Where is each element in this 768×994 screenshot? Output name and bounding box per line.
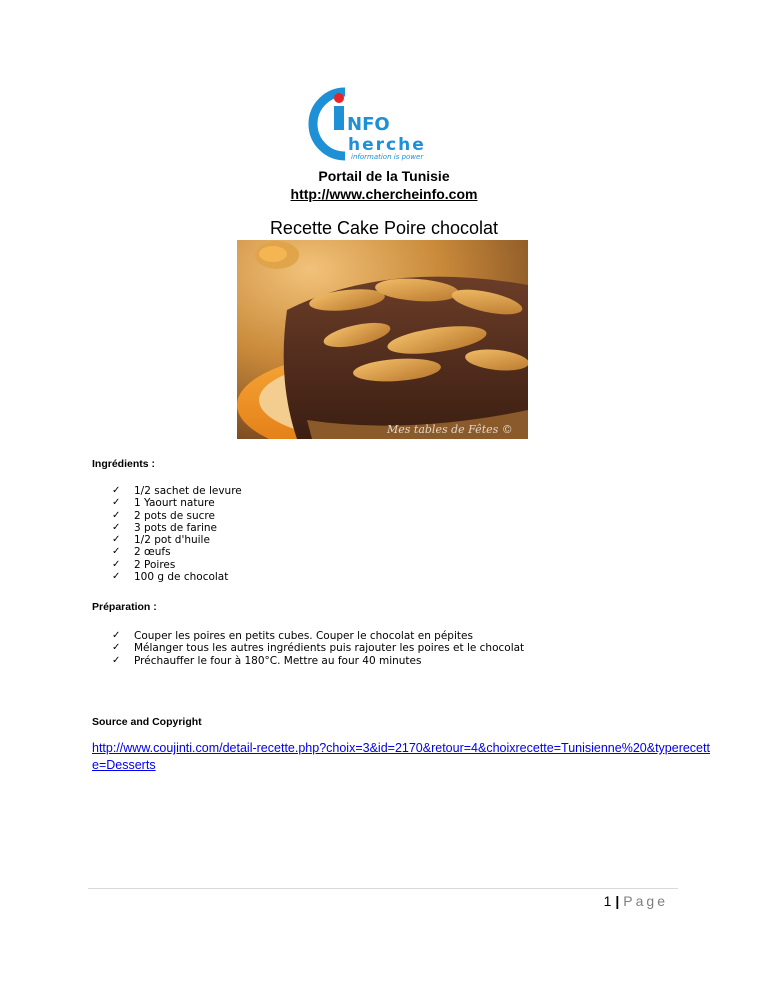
source-link[interactable]: http://www.coujinti.com/detail-recette.php?choix=3&id=2170&retour=4&choixrecette=Tunisienne%20&typerecette=Desserts bbox=[92, 741, 710, 772]
check-mark-icon: ✓ bbox=[112, 509, 121, 521]
check-mark-icon: ✓ bbox=[112, 546, 121, 558]
check-mark-icon: ✓ bbox=[112, 485, 121, 496]
svg-text:herche: herche bbox=[348, 135, 426, 155]
page-word: Page bbox=[623, 893, 668, 909]
logo-tagline: information is power bbox=[351, 153, 424, 161]
check-mark-icon: ✓ bbox=[112, 654, 121, 666]
source-heading: Source and Copyright bbox=[92, 716, 202, 728]
site-link[interactable]: http://www.chercheinfo.com bbox=[290, 186, 478, 202]
ingredients-heading: Ingrédients : bbox=[92, 458, 156, 470]
check-mark-icon: ✓ bbox=[112, 558, 121, 570]
check-mark-icon: ✓ bbox=[112, 642, 121, 654]
site-url bbox=[0, 186, 768, 202]
page-footer bbox=[604, 893, 668, 909]
check-mark-icon: ✓ bbox=[112, 571, 121, 583]
photo-watermark: Mes tables de Fêtes © bbox=[387, 423, 513, 436]
check-mark-icon: ✓ bbox=[112, 534, 121, 546]
portal-title: Portail de la Tunisie bbox=[318, 168, 450, 184]
svg-text:NFO: NFO bbox=[347, 114, 390, 135]
infocherche-logo bbox=[305, 86, 460, 162]
check-mark-icon: ✓ bbox=[112, 497, 121, 509]
check-mark-icon: ✓ bbox=[112, 521, 121, 533]
cake-photo bbox=[237, 240, 528, 439]
recipe-title: Recette Cake Poire chocolat bbox=[269, 218, 499, 238]
page-separator: | bbox=[615, 893, 620, 909]
page-number: 1 bbox=[603, 893, 612, 909]
check-mark-icon: ✓ bbox=[112, 630, 121, 641]
preparation-heading: Préparation : bbox=[92, 601, 157, 613]
footer-divider bbox=[88, 888, 678, 889]
